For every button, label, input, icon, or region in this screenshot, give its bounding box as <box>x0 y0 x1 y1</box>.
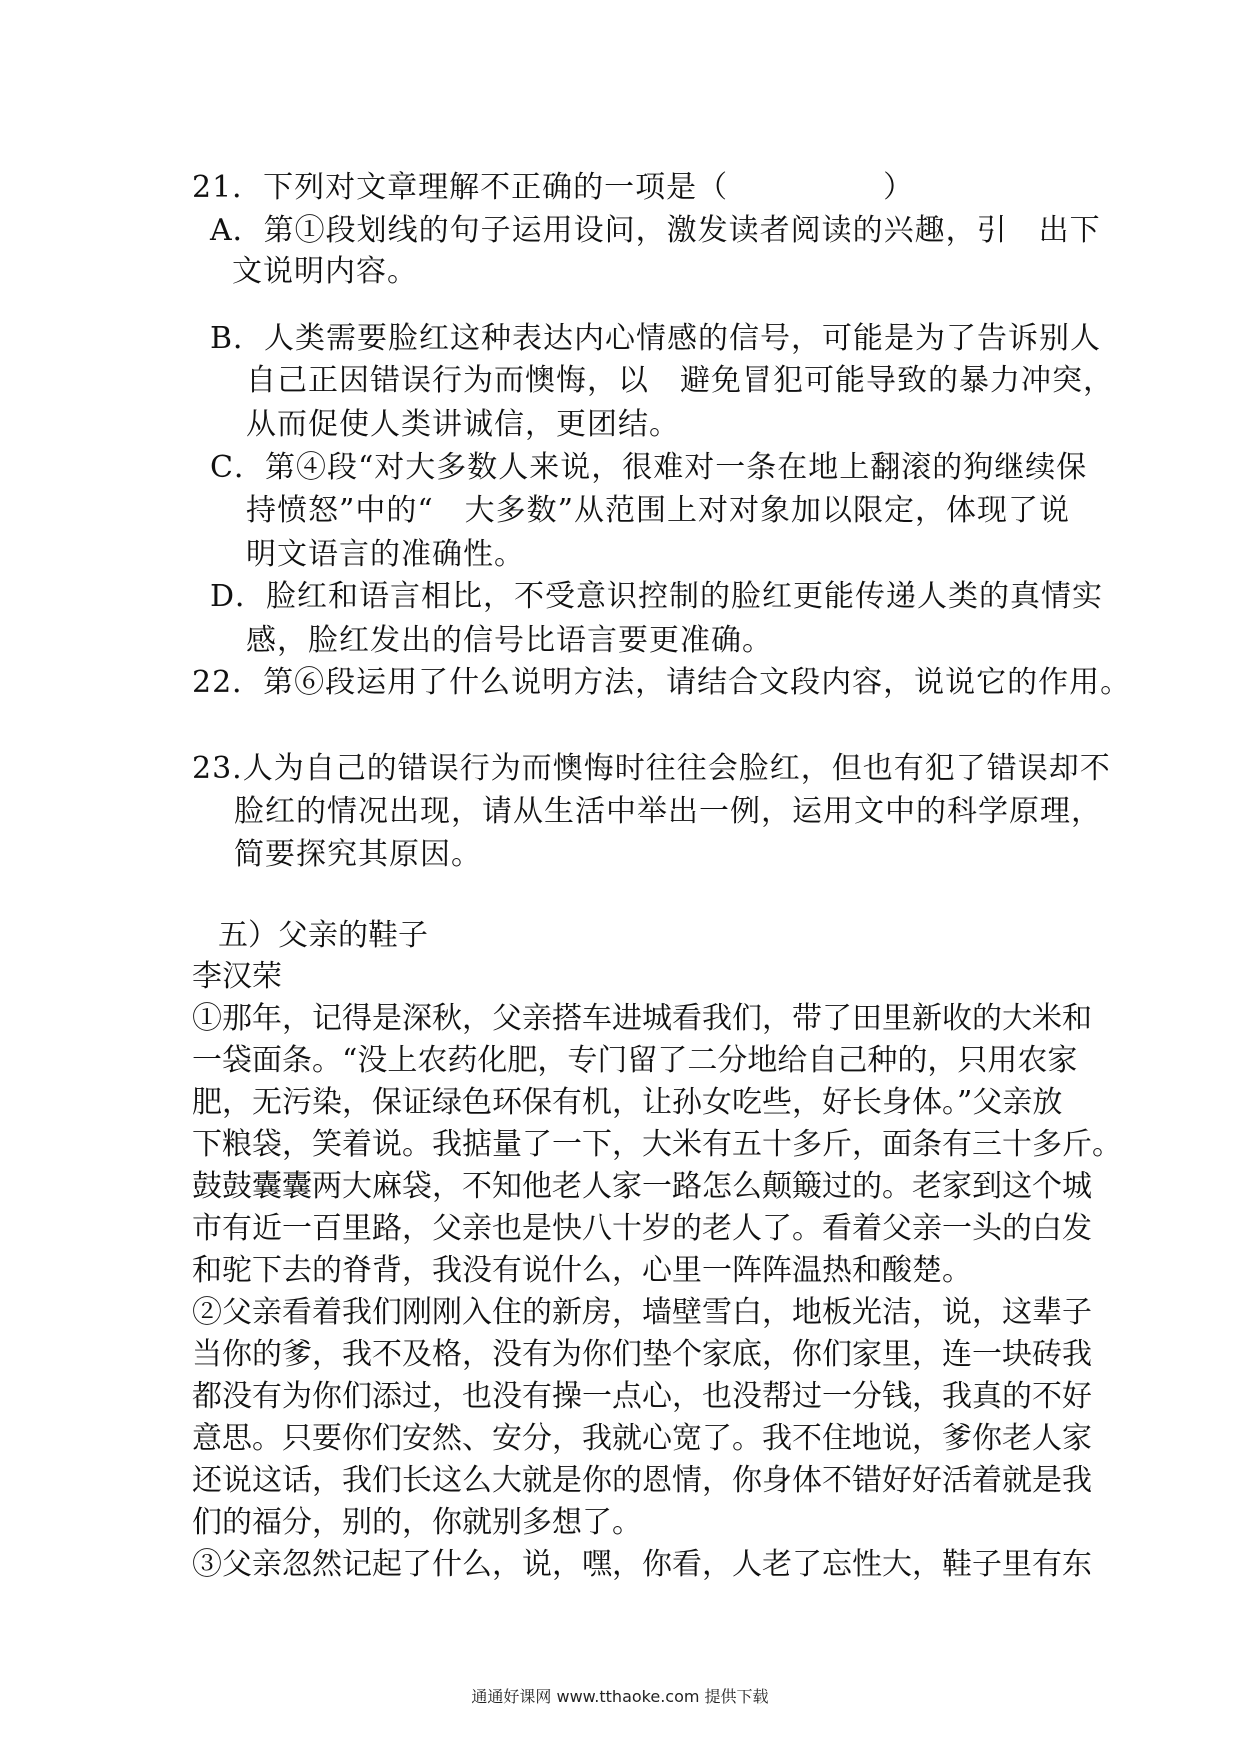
passage-line: ③父亲忽然记起了什么，说，嘿，你看，人老了忘性大，鞋子里有东 <box>192 1547 1092 1582</box>
passage-line: 意思。只要你们安然、安分，我就心宽了。我不住地说，爹你老人家 <box>192 1421 1092 1456</box>
option-c-line: 明文语言的准确性。 <box>246 537 525 572</box>
passage-line: 鼓鼓囊囊两大麻袋，不知他老人家一路怎么颠簸过的。老家到这个城 <box>192 1169 1092 1204</box>
footer-credit: 通通好课网 www.tthaoke.com 提供下载 <box>471 1687 769 1706</box>
option-c-line: C．第④段“对大多数人来说，很难对一条在地上翻滚的狗继续保 <box>210 450 1088 485</box>
question-23-line: 脸红的情况出现，请从生活中举出一例，运用文中的科学原理， <box>234 794 1102 829</box>
option-a-line: 文说明内容。 <box>232 254 418 289</box>
option-a-line: A．第①段划线的句子运用设问，激发读者阅读的兴趣，引 出下 <box>210 213 1101 248</box>
author: 李汉荣 <box>192 959 282 994</box>
passage-line: 们的福分，别的，你就别多想了。 <box>192 1505 642 1540</box>
passage-line: 肥，无污染，保证绿色环保有机，让孙女吃些，好长身体。”父亲放 <box>192 1085 1063 1120</box>
passage-line: 市有近一百里路，父亲也是快八十岁的老人了。看着父亲一头的白发 <box>192 1211 1092 1246</box>
option-c-line: 持愤怒”中的“ 大多数”从范围上对对象加以限定，体现了说 <box>246 493 1071 528</box>
option-b-line: B．人类需要脸红这种表达内心情感的信号，可能是为了告诉别人 <box>210 321 1102 356</box>
question-21-stem: 21．下列对文章理解不正确的一项是（ ） <box>192 170 915 205</box>
passage-line: ①那年，记得是深秋，父亲搭车进城看我们，带了田里新收的大米和 <box>192 1001 1092 1036</box>
passage-line: 当你的爹，我不及格，没有为你们垫个家底，你们家里，连一块砖我 <box>192 1337 1092 1372</box>
section-title: 五）父亲的鞋子 <box>218 918 428 953</box>
passage-line: ②父亲看着我们刚刚入住的新房，墙壁雪白，地板光洁，说，这辈子 <box>192 1295 1092 1330</box>
option-d-line: D．脸红和语言相比，不受意识控制的脸红更能传递人类的真情实 <box>210 579 1104 614</box>
option-b-line: 自己正因错误行为而懊悔，以 避免冒犯可能导致的暴力冲突， <box>246 363 1114 398</box>
passage-line: 都没有为你们添过，也没有操一点心，也没帮过一分钱，我真的不好 <box>192 1379 1092 1414</box>
passage-line: 和驼下去的脊背，我没有说什么，心里一阵阵温热和酸楚。 <box>192 1253 972 1288</box>
passage-line: 一袋面条。“没上农药化肥，专门留了二分地给自己种的，只用农家 <box>192 1043 1078 1078</box>
question-23-line: 简要探究其原因。 <box>234 837 482 872</box>
question-23-line: 23.人为自己的错误行为而懊悔时往往会脸红，但也有犯了错误却不 <box>192 751 1111 786</box>
option-b-line: 从而促使人类讲诚信，更团结。 <box>246 407 680 442</box>
question-22: 22．第⑥段运用了什么说明方法，请结合文段内容，说说它的作用。 <box>192 665 1132 700</box>
passage-line: 下粮袋，笑着说。我掂量了一下，大米有五十多斤，面条有三十多斤。 <box>192 1127 1122 1162</box>
option-d-line: 感，脸红发出的信号比语言要更准确。 <box>246 623 773 658</box>
passage-line: 还说这话，我们长这么大就是你的恩情，你身体不错好好活着就是我 <box>192 1463 1092 1498</box>
